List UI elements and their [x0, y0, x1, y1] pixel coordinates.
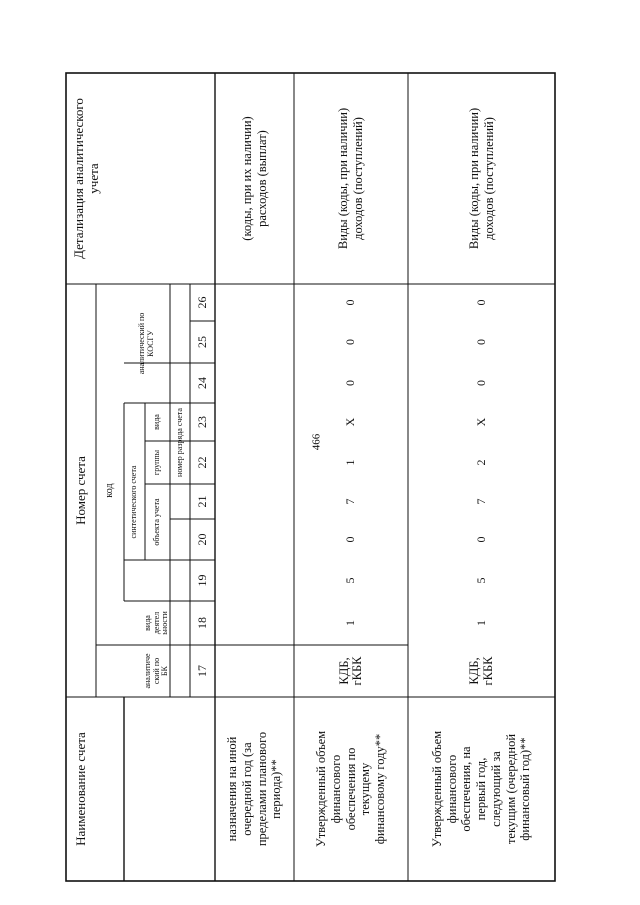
- row-2-value-17: КДБ, гКБК: [336, 656, 364, 686]
- row-2-value-23: X: [343, 417, 358, 427]
- row-2-value-26: 0: [343, 299, 358, 306]
- row-2-value-18: 1: [343, 620, 358, 626]
- page-number: 466: [310, 433, 323, 451]
- row-1-name: назначения на иной очередной год (за пределами планового периода)**: [225, 731, 284, 847]
- header-synthetic: синтетического счета: [129, 465, 139, 539]
- header-account-number: Номер счета: [72, 456, 88, 525]
- header-digit-number: номер разряда счета: [174, 408, 184, 477]
- row-3-value-20: 0: [473, 536, 488, 543]
- header-code: код: [104, 483, 116, 498]
- header-group: группы: [152, 449, 162, 476]
- digit-number-19: 19: [194, 574, 209, 587]
- digit-number-25: 25: [194, 336, 209, 348]
- digit-number-23: 23: [194, 416, 209, 428]
- header-activity-type: вида деятел ьности: [142, 611, 170, 635]
- digit-number-20: 20: [194, 533, 209, 546]
- row-2-value-20: 0: [343, 536, 358, 543]
- header-object: объекта учета: [152, 498, 162, 546]
- row-3-detail: Виды (коды, при наличии) доходов (поступлений): [466, 107, 496, 250]
- header-detail: Детализация аналитического учета: [71, 98, 101, 259]
- row-3-value-25: 0: [473, 339, 488, 345]
- row-3-value-18: 1: [473, 620, 488, 626]
- row-2-value-22: 1: [343, 459, 358, 466]
- header-account-name: Наименование счета: [72, 732, 88, 846]
- header-analytic-bk: аналитиче ский по БК: [142, 653, 170, 689]
- header-kosgu: аналитический по КОСГУ: [137, 312, 155, 375]
- digit-number-26: 26: [194, 296, 209, 309]
- row-2-value-21: 7: [343, 498, 358, 505]
- row-3-value-17: КДБ, гКБК: [467, 656, 495, 686]
- row-3-value-21: 7: [473, 498, 488, 505]
- row-1-detail: (коды, при их наличии) расходов (выплат): [239, 116, 269, 241]
- digit-number-18: 18: [194, 617, 209, 629]
- digit-number-21: 21: [194, 495, 209, 508]
- digit-number-17: 17: [194, 665, 209, 677]
- row-2-value-24: 0: [343, 380, 358, 386]
- row-3-value-22: 2: [473, 459, 488, 466]
- row-2-name: Утвержденный объем финансового обеспечения по текущему финансовому году**: [314, 730, 388, 848]
- row-2-value-25: 0: [343, 339, 358, 345]
- row-3-value-24: 0: [473, 380, 488, 386]
- row-3-value-26: 0: [473, 299, 488, 306]
- row-3-value-19: 5: [473, 577, 488, 584]
- digit-number-22: 22: [194, 456, 209, 469]
- digit-number-24: 24: [194, 377, 209, 389]
- header-kind: вида: [152, 414, 162, 430]
- row-3-name: Утвержденный объем финансового обеспечения, на первый год, следующий за текущим (очередной финансовый год)**: [429, 730, 533, 848]
- row-2-detail: Виды (коды, при наличии) доходов (поступлений): [336, 107, 365, 250]
- row-2-value-19: 5: [343, 577, 358, 584]
- row-3-value-23: X: [473, 417, 488, 427]
